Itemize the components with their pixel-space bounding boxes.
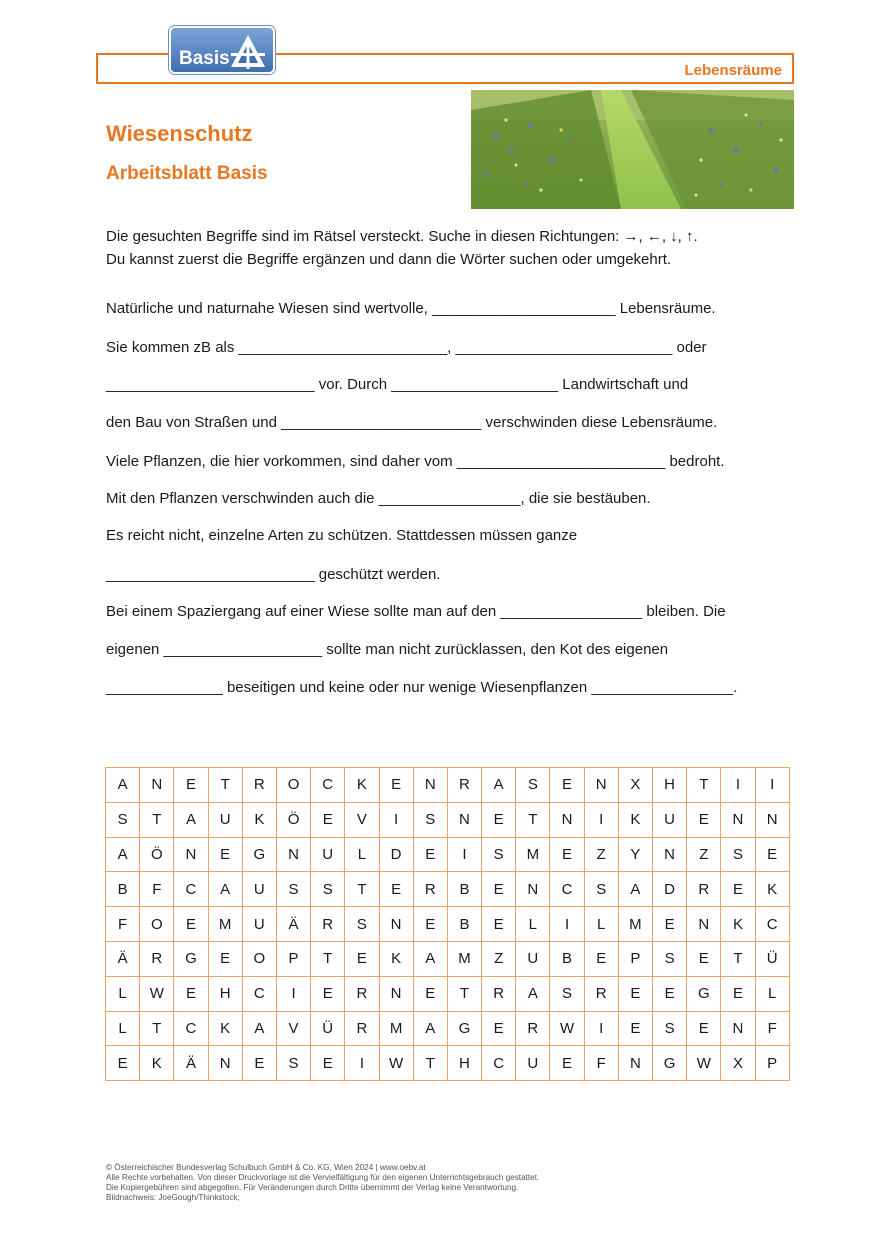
- grid-cell[interactable]: M: [516, 837, 550, 872]
- grid-cell[interactable]: E: [311, 976, 345, 1011]
- grid-cell[interactable]: E: [687, 941, 721, 976]
- grid-cell[interactable]: T: [140, 802, 174, 837]
- grid-cell[interactable]: G: [174, 941, 208, 976]
- grid-cell[interactable]: I: [721, 768, 755, 803]
- grid-cell[interactable]: S: [345, 907, 379, 942]
- grid-cell[interactable]: I: [584, 1011, 618, 1046]
- grid-cell[interactable]: S: [653, 941, 687, 976]
- grid-cell[interactable]: X: [721, 1046, 755, 1081]
- grid-cell[interactable]: L: [516, 907, 550, 942]
- grid-cell[interactable]: R: [345, 1011, 379, 1046]
- grid-cell[interactable]: O: [140, 907, 174, 942]
- category-label: Lebensräume: [684, 62, 782, 79]
- grid-cell[interactable]: E: [550, 768, 584, 803]
- grid-cell[interactable]: L: [106, 976, 140, 1011]
- grid-cell[interactable]: R: [140, 941, 174, 976]
- grid-cell[interactable]: E: [584, 941, 618, 976]
- cloze-line: Viele Pflanzen, die hier vorkommen, sind daher vom _________________________ bedroht.: [106, 453, 725, 470]
- grid-cell[interactable]: E: [174, 907, 208, 942]
- grid-cell[interactable]: Ü: [755, 941, 789, 976]
- grid-cell[interactable]: E: [311, 1046, 345, 1081]
- instruction-line-1: Die gesuchten Begriffe sind im Rätsel versteckt. Suche in diesen Richtungen: →, ←, ↓, ↑.: [106, 228, 698, 245]
- footer-line: Die Kopiergebühren sind abgegolten. Für Veränderungen durch Dritte übernimmt der Verlag keine Verantwortung.: [106, 1183, 519, 1192]
- grid-cell[interactable]: N: [447, 802, 481, 837]
- grid-cell[interactable]: T: [140, 1011, 174, 1046]
- grid-cell[interactable]: I: [379, 802, 413, 837]
- grid-cell[interactable]: S: [276, 872, 310, 907]
- grid-cell[interactable]: L: [106, 1011, 140, 1046]
- grid-cell[interactable]: K: [755, 872, 789, 907]
- grid-cell[interactable]: R: [447, 768, 481, 803]
- grid-cell[interactable]: E: [482, 907, 516, 942]
- grid-cell[interactable]: A: [208, 872, 242, 907]
- instruction-line-2: Du kannst zuerst die Begriffe ergänzen und dann die Wörter suchen oder umgekehrt.: [106, 251, 672, 268]
- grid-cell[interactable]: U: [242, 872, 276, 907]
- grid-cell[interactable]: N: [174, 837, 208, 872]
- grid-cell[interactable]: H: [208, 976, 242, 1011]
- grid-cell[interactable]: E: [618, 976, 652, 1011]
- grid-row: [106, 907, 790, 942]
- grid-cell[interactable]: L: [345, 837, 379, 872]
- grid-cell[interactable]: I: [276, 976, 310, 1011]
- grid-cell[interactable]: T: [345, 872, 379, 907]
- grid-cell[interactable]: D: [379, 837, 413, 872]
- grid-cell[interactable]: W: [379, 1046, 413, 1081]
- cloze-line: Bei einem Spaziergang auf einer Wiese sollte man auf den _________________ bleiben. Die: [106, 603, 726, 620]
- grid-cell[interactable]: S: [106, 802, 140, 837]
- grid-cell[interactable]: N: [140, 768, 174, 803]
- grid-cell[interactable]: W: [140, 976, 174, 1011]
- grid-cell[interactable]: N: [721, 802, 755, 837]
- grid-cell[interactable]: Z: [482, 941, 516, 976]
- grid-cell[interactable]: K: [140, 1046, 174, 1081]
- grid-cell[interactable]: V: [345, 802, 379, 837]
- grid-cell[interactable]: I: [447, 837, 481, 872]
- grid-cell[interactable]: E: [413, 907, 447, 942]
- grid-cell[interactable]: U: [516, 1046, 550, 1081]
- grid-cell[interactable]: N: [687, 907, 721, 942]
- grid-cell[interactable]: Ö: [276, 802, 310, 837]
- grid-cell[interactable]: T: [413, 1046, 447, 1081]
- grid-cell[interactable]: R: [311, 907, 345, 942]
- grid-cell[interactable]: E: [482, 802, 516, 837]
- grid-cell[interactable]: N: [516, 872, 550, 907]
- grid-cell[interactable]: A: [413, 941, 447, 976]
- grid-cell[interactable]: E: [106, 1046, 140, 1081]
- grid-cell[interactable]: E: [345, 941, 379, 976]
- grid-cell[interactable]: K: [721, 907, 755, 942]
- grid-cell[interactable]: T: [516, 802, 550, 837]
- cloze-line: _________________________ vor. Durch ____________________ Landwirtschaft und: [106, 376, 689, 393]
- grid-cell[interactable]: H: [653, 768, 687, 803]
- cloze-line: eigenen ___________________ sollte man nicht zurücklassen, den Kot des eigenen: [106, 641, 669, 658]
- grid-cell[interactable]: A: [106, 768, 140, 803]
- grid-cell[interactable]: C: [174, 872, 208, 907]
- grid-cell[interactable]: O: [276, 768, 310, 803]
- grid-row: [106, 837, 790, 872]
- grid-cell[interactable]: Ö: [140, 837, 174, 872]
- grid-cell[interactable]: F: [106, 907, 140, 942]
- grid-cell[interactable]: N: [276, 837, 310, 872]
- grid-cell[interactable]: N: [755, 802, 789, 837]
- grid-cell[interactable]: R: [584, 976, 618, 1011]
- grid-cell[interactable]: B: [447, 907, 481, 942]
- grid-row: [106, 872, 790, 907]
- grid-cell[interactable]: R: [413, 872, 447, 907]
- grid-cell[interactable]: A: [516, 976, 550, 1011]
- grid-cell[interactable]: H: [447, 1046, 481, 1081]
- grid-cell[interactable]: T: [208, 768, 242, 803]
- grid-cell[interactable]: K: [345, 768, 379, 803]
- grid-cell[interactable]: T: [311, 941, 345, 976]
- grid-cell[interactable]: N: [584, 768, 618, 803]
- grid-cell[interactable]: G: [653, 1046, 687, 1081]
- grid-cell[interactable]: S: [413, 802, 447, 837]
- grid-cell[interactable]: R: [345, 976, 379, 1011]
- word-search-grid: [105, 767, 790, 1081]
- grid-cell[interactable]: Ä: [276, 907, 310, 942]
- grid-cell[interactable]: F: [584, 1046, 618, 1081]
- grid-cell[interactable]: R: [242, 768, 276, 803]
- grid-row: [106, 1011, 790, 1046]
- logo-text: Basis: [179, 48, 230, 69]
- grid-cell[interactable]: S: [653, 1011, 687, 1046]
- grid-cell[interactable]: M: [618, 907, 652, 942]
- grid-cell[interactable]: E: [721, 976, 755, 1011]
- grid-cell[interactable]: E: [413, 837, 447, 872]
- cloze-line: Natürliche und naturnahe Wiesen sind wertvolle, ______________________ Lebensräume.: [106, 300, 716, 317]
- grid-cell[interactable]: R: [687, 872, 721, 907]
- grid-cell[interactable]: O: [242, 941, 276, 976]
- grid-cell[interactable]: L: [755, 976, 789, 1011]
- footer-line: Alle Rechte vorbehalten. Von dieser Druckvorlage ist die Vervielfältigung für den eigenen Unterrichtsgebrauch gestattet.: [106, 1173, 540, 1182]
- grid-cell[interactable]: S: [516, 768, 550, 803]
- grid-cell[interactable]: E: [687, 1011, 721, 1046]
- grid-cell[interactable]: R: [516, 1011, 550, 1046]
- grid-cell[interactable]: S: [482, 837, 516, 872]
- grid-cell[interactable]: E: [311, 802, 345, 837]
- grid-cell[interactable]: F: [755, 1011, 789, 1046]
- cloze-line: den Bau von Straßen und ________________________ verschwinden diese Lebensräume.: [106, 414, 718, 431]
- grid-cell[interactable]: N: [550, 802, 584, 837]
- page-title: Wiesenschutz: [106, 121, 253, 146]
- grid-cell[interactable]: A: [242, 1011, 276, 1046]
- grid-row: [106, 941, 790, 976]
- grid-cell[interactable]: L: [584, 907, 618, 942]
- grid-cell[interactable]: Ä: [174, 1046, 208, 1081]
- grid-cell[interactable]: E: [550, 1046, 584, 1081]
- grid-cell[interactable]: E: [687, 802, 721, 837]
- grid-cell[interactable]: C: [755, 907, 789, 942]
- grid-cell[interactable]: E: [618, 1011, 652, 1046]
- grid-cell[interactable]: P: [276, 941, 310, 976]
- grid-cell[interactable]: E: [174, 768, 208, 803]
- grid-cell[interactable]: E: [208, 837, 242, 872]
- grid-row: [106, 802, 790, 837]
- grid-cell[interactable]: A: [482, 768, 516, 803]
- grid-cell[interactable]: I: [550, 907, 584, 942]
- grid-cell[interactable]: C: [242, 976, 276, 1011]
- grid-cell[interactable]: A: [106, 837, 140, 872]
- grid-cell[interactable]: K: [379, 941, 413, 976]
- grid-cell[interactable]: N: [379, 907, 413, 942]
- grid-cell[interactable]: Y: [618, 837, 652, 872]
- grid-cell[interactable]: A: [174, 802, 208, 837]
- grid-cell[interactable]: N: [413, 768, 447, 803]
- grid-cell[interactable]: X: [618, 768, 652, 803]
- grid-cell[interactable]: N: [379, 976, 413, 1011]
- cloze-line: Mit den Pflanzen verschwinden auch die _________________, die sie bestäuben.: [106, 490, 651, 507]
- grid-cell[interactable]: U: [208, 802, 242, 837]
- grid-cell[interactable]: T: [447, 976, 481, 1011]
- grid-cell[interactable]: Ü: [311, 1011, 345, 1046]
- grid-cell[interactable]: S: [311, 872, 345, 907]
- grid-cell[interactable]: E: [482, 1011, 516, 1046]
- grid-cell[interactable]: I: [755, 768, 789, 803]
- grid-cell[interactable]: E: [174, 976, 208, 1011]
- cloze-line: Es reicht nicht, einzelne Arten zu schützen. Stattdessen müssen ganze: [106, 527, 578, 544]
- grid-cell[interactable]: G: [447, 1011, 481, 1046]
- grid-cell[interactable]: U: [242, 907, 276, 942]
- grid-cell[interactable]: E: [413, 976, 447, 1011]
- grid-cell[interactable]: S: [721, 837, 755, 872]
- grid-cell[interactable]: I: [345, 1046, 379, 1081]
- grid-cell[interactable]: S: [550, 976, 584, 1011]
- triangle-logo-icon: [229, 33, 267, 69]
- grid-cell[interactable]: B: [550, 941, 584, 976]
- grid-cell[interactable]: R: [482, 976, 516, 1011]
- grid-cell[interactable]: N: [721, 1011, 755, 1046]
- grid-cell[interactable]: C: [550, 872, 584, 907]
- grid-cell[interactable]: C: [311, 768, 345, 803]
- grid-cell[interactable]: E: [242, 1046, 276, 1081]
- grid-cell[interactable]: G: [687, 976, 721, 1011]
- grid-cell[interactable]: A: [413, 1011, 447, 1046]
- grid-cell[interactable]: M: [379, 1011, 413, 1046]
- grid-cell[interactable]: E: [379, 872, 413, 907]
- grid-cell[interactable]: C: [482, 1046, 516, 1081]
- grid-cell[interactable]: K: [618, 802, 652, 837]
- cloze-line: _________________________ geschützt werden.: [106, 566, 441, 583]
- grid-cell[interactable]: V: [276, 1011, 310, 1046]
- grid-cell[interactable]: S: [276, 1046, 310, 1081]
- grid-cell[interactable]: B: [106, 872, 140, 907]
- grid-cell[interactable]: U: [311, 837, 345, 872]
- grid-cell[interactable]: P: [755, 1046, 789, 1081]
- grid-cell[interactable]: E: [653, 907, 687, 942]
- grid-cell[interactable]: M: [208, 907, 242, 942]
- grid-cell[interactable]: B: [447, 872, 481, 907]
- grid-cell[interactable]: C: [174, 1011, 208, 1046]
- grid-cell[interactable]: T: [721, 941, 755, 976]
- grid-cell[interactable]: E: [208, 941, 242, 976]
- publisher-logo: [169, 26, 275, 74]
- grid-cell[interactable]: E: [721, 872, 755, 907]
- grid-cell[interactable]: M: [447, 941, 481, 976]
- grid-cell[interactable]: N: [618, 1046, 652, 1081]
- grid-cell[interactable]: G: [242, 837, 276, 872]
- grid-row: [106, 1046, 790, 1081]
- grid-row: [106, 976, 790, 1011]
- copyright-footer: [106, 1163, 539, 1203]
- grid-cell[interactable]: E: [755, 837, 789, 872]
- grid-cell[interactable]: N: [653, 837, 687, 872]
- grid-cell[interactable]: W: [687, 1046, 721, 1081]
- grid-cell[interactable]: Ä: [106, 941, 140, 976]
- cloze-line: ______________ beseitigen und keine oder nur wenige Wiesenpflanzen _________________.: [106, 679, 738, 696]
- grid-cell[interactable]: U: [516, 941, 550, 976]
- footer-line: © Österreichischer Bundesverlag Schulbuch GmbH & Co. KG, Wien 2024 | www.oebv.at: [106, 1163, 426, 1172]
- grid-cell[interactable]: U: [653, 802, 687, 837]
- page-subtitle: Arbeitsblatt Basis: [106, 163, 268, 184]
- grid-cell[interactable]: E: [653, 976, 687, 1011]
- grid-cell[interactable]: N: [208, 1046, 242, 1081]
- grid-cell[interactable]: K: [242, 802, 276, 837]
- grid-cell[interactable]: Z: [584, 837, 618, 872]
- grid-cell[interactable]: T: [687, 768, 721, 803]
- grid-cell[interactable]: Z: [687, 837, 721, 872]
- grid-cell[interactable]: D: [653, 872, 687, 907]
- grid-cell[interactable]: E: [379, 768, 413, 803]
- meadow-path-photo: [471, 90, 794, 209]
- grid-cell[interactable]: W: [550, 1011, 584, 1046]
- grid-cell[interactable]: S: [584, 872, 618, 907]
- grid-row: [106, 768, 790, 803]
- grid-cell[interactable]: K: [208, 1011, 242, 1046]
- grid-cell[interactable]: A: [618, 872, 652, 907]
- grid-cell[interactable]: I: [584, 802, 618, 837]
- grid-cell[interactable]: P: [618, 941, 652, 976]
- grid-cell[interactable]: E: [550, 837, 584, 872]
- footer-line: Bildnachweis: JoeGough/Thinkstock;: [106, 1193, 240, 1202]
- grid-cell[interactable]: E: [482, 872, 516, 907]
- grid-cell[interactable]: F: [140, 872, 174, 907]
- cloze-line: Sie kommen zB als _________________________, __________________________ oder: [106, 339, 707, 356]
